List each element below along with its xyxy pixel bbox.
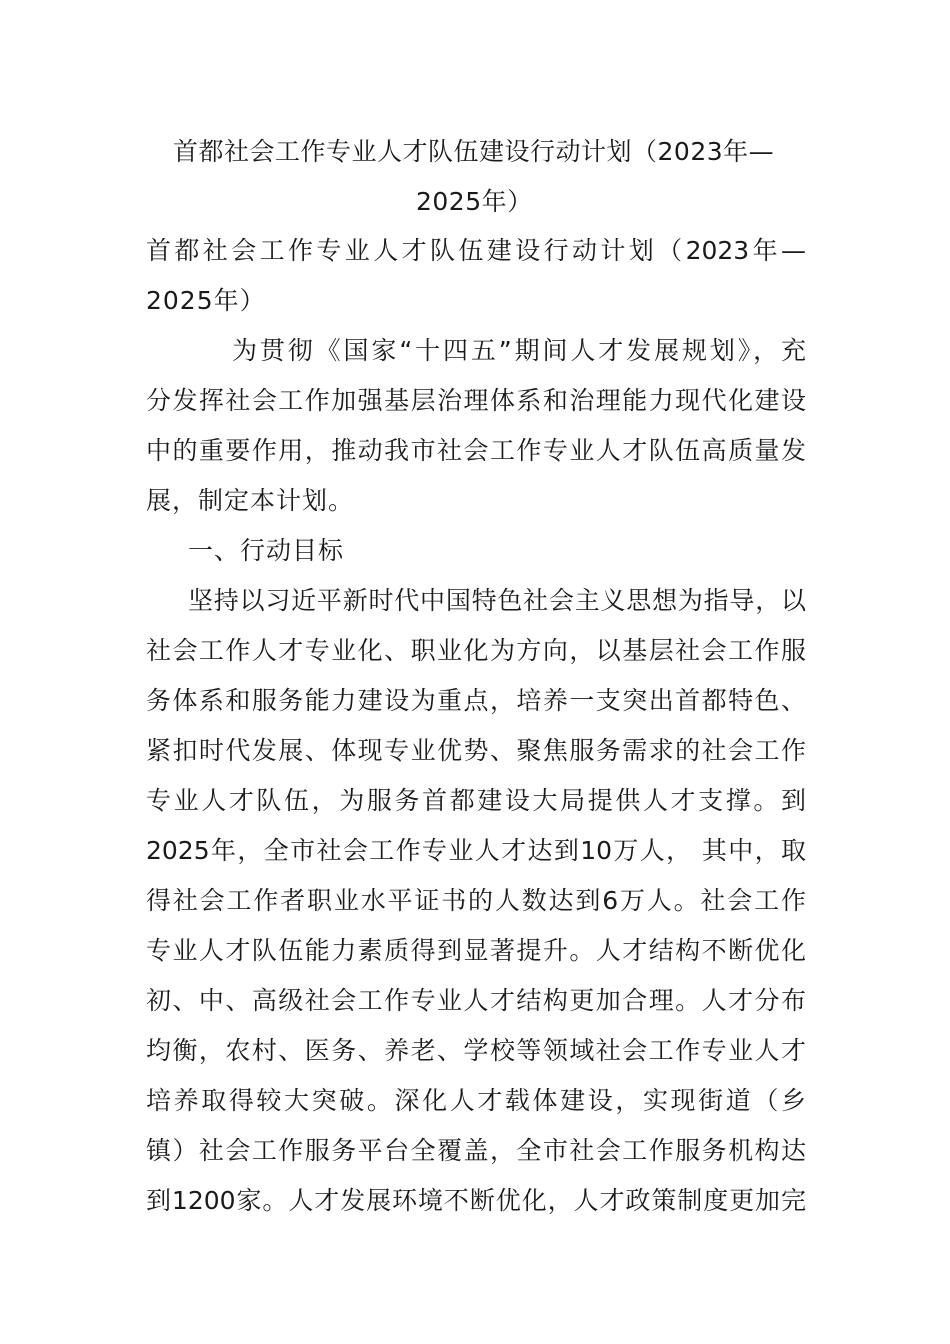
section-1-heading: 一、行动目标 [188, 536, 345, 565]
intro-line-4: 展，制定本计划。 [146, 486, 355, 515]
section-1-line-1: 坚持以习近平新时代中国特色社会主义思想为指导，以 [188, 586, 806, 615]
section-1-line-12: 镇）社会工作服务平台全覆盖，全市社会工作服务机构达 [146, 1136, 806, 1165]
section-1-line-5: 专业人才队伍，为服务首都建设大局提供人才支撑。到 [146, 786, 806, 815]
section-1-line-9: 初、中、高级社会工作专业人才结构更加合理。人才分布 [146, 986, 806, 1015]
section-1-line-10: 均衡，农村、医务、养老、学校等领域社会工作专业人才 [146, 1036, 806, 1065]
section-1-line-2: 社会工作人才专业化、职业化为方向，以基层社会工作服 [146, 636, 806, 665]
document-subtitle-line-2: 2025年） [146, 286, 266, 315]
section-1-line-7: 得社会工作者职业水平证书的人数达到6万人。社会工作 [146, 886, 806, 915]
section-1-line-8: 专业人才队伍能力素质得到显著提升。人才结构不断优化 [146, 936, 806, 965]
section-1-line-13: 到1200家。人才发展环境不断优化，人才政策制度更加完 [146, 1186, 806, 1215]
intro-line-2: 分发挥社会工作加强基层治理体系和治理能力现代化建设 [146, 386, 806, 415]
section-1-line-6: 2025年，全市社会工作专业人才达到10万人， 其中，取 [146, 836, 806, 865]
section-1-line-4: 紧扣时代发展、体现专业优势、聚焦服务需求的社会工作 [146, 736, 806, 765]
intro-line-3: 中的重要作用，推动我市社会工作专业人才队伍高质量发 [146, 436, 806, 465]
section-1-line-3: 务体系和服务能力建设为重点，培养一支突出首都特色、 [146, 686, 806, 715]
document-subtitle-line-1: 首都社会工作专业人才队伍建设行动计划（2023年— [146, 236, 806, 265]
intro-line-1: 为贯彻《国家“十四五”期间人才发展规划》，充 [232, 336, 806, 365]
section-1-line-11: 培养取得较大突破。深化人才载体建设，实现街道（乡 [146, 1086, 806, 1115]
document-title-line-1: 首都社会工作专业人才队伍建设行动计划（2023年— [173, 137, 775, 166]
document-title-line-2: 2025年） [416, 187, 533, 216]
